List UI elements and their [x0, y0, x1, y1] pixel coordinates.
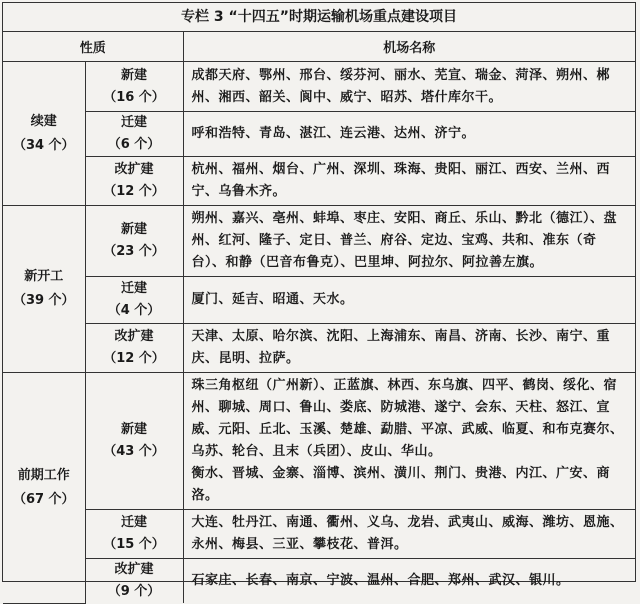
table-row: [3, 112, 635, 157]
subtype-count: （12 个）: [103, 351, 165, 366]
airport-list: 石家庄、长春、南京、宁波、温州、合肥、郑州、武汉、银川。: [183, 559, 635, 604]
category-label: 续建: [30, 113, 57, 129]
subtype-cell: [85, 206, 183, 277]
header-row: [3, 32, 635, 62]
airport-list: 杭州、福州、烟台、广州、深圳、珠海、贵阳、丽江、西安、兰州、西宁、乌鲁木齐。: [183, 157, 635, 206]
subtype-label: 新建: [121, 222, 148, 237]
category-count: （34 个）: [12, 137, 75, 153]
airport-list: [183, 373, 635, 510]
subtype-count: （12 个）: [103, 184, 165, 199]
subtype-cell: [85, 157, 183, 206]
subtype-cell: [85, 324, 183, 373]
table-row: [3, 206, 635, 277]
subtype-count: （4 个）: [107, 303, 161, 318]
header-nature: 性质: [3, 32, 183, 62]
table-row: [3, 277, 635, 324]
subtype-count: （15 个）: [103, 537, 165, 552]
header-airports: 机场名称: [183, 32, 635, 62]
airport-list: 大连、牡丹江、南通、衢州、义乌、龙岩、武夷山、威海、潍坊、恩施、永州、梅县、三亚、攀枝花、普洱。: [183, 510, 635, 559]
category-continued: [3, 62, 85, 206]
airport-list: 呼和浩特、青岛、湛江、连云港、达州、济宁。: [183, 112, 635, 157]
table-row: [3, 62, 635, 112]
subtype-count: （23 个）: [103, 244, 165, 259]
subtype-count: （16 个）: [103, 89, 165, 105]
subtype-cell: [85, 559, 183, 604]
table-row: [3, 157, 635, 206]
category-count: （67 个）: [12, 491, 75, 507]
airport-projects-table: [3, 32, 635, 604]
subtype-cell: [85, 277, 183, 324]
subtype-label: 迁建: [121, 515, 148, 530]
airport-list: 朔州、嘉兴、亳州、蚌埠、枣庄、安阳、商丘、乐山、黔北（德江）、盘州、红河、隆子、定日、普兰、府谷、定边、宝鸡、共和、准东（奇台）、和静（巴音布鲁克）、巴里坤、阿拉尔、阿拉善左旗。: [183, 206, 635, 277]
subtype-label: 新建: [121, 422, 148, 437]
subtype-cell: [85, 510, 183, 559]
subtype-label: 改扩建: [114, 329, 154, 344]
subtype-count: （43 个）: [103, 444, 165, 459]
airport-list-extra: 衡水、晋城、金寨、淄博、滨州、潢川、荆门、贵港、内江、广安、商洛。: [191, 466, 611, 503]
table-title: 专栏 3 “十四五”时期运输机场重点建设项目: [3, 3, 635, 32]
airport-list: 成都天府、鄂州、邢台、绥芬河、丽水、芜宣、瑞金、菏泽、朔州、郴州、湘西、韶关、阆中、威宁、昭苏、塔什库尔干。: [183, 62, 635, 112]
table-row: [3, 510, 635, 559]
subtype-cell: [85, 112, 183, 157]
subtype-label: 迁建: [121, 281, 148, 296]
category-count: （39 个）: [12, 293, 75, 308]
subtype-count: （9 个）: [107, 584, 161, 599]
category-new-start: [3, 206, 85, 373]
subtype-label: 改扩建: [114, 162, 154, 177]
table-row: [3, 559, 635, 604]
category-label: 前期工作: [17, 467, 70, 483]
airport-list: 厦门、延吉、昭通、天水。: [183, 277, 635, 324]
airport-list: 天津、太原、哈尔滨、沈阳、上海浦东、南昌、济南、长沙、南宁、重庆、昆明、拉萨。: [183, 324, 635, 373]
table-row: [3, 373, 635, 510]
subtype-cell: [85, 62, 183, 112]
category-label: 新开工: [24, 269, 64, 284]
subtype-label: 新建: [121, 67, 148, 83]
table-row: [3, 324, 635, 373]
subtype-label: 迁建: [121, 115, 148, 130]
subtype-count: （6 个）: [107, 137, 161, 152]
project-table-frame: [2, 2, 636, 599]
subtype-cell: [85, 373, 183, 510]
subtype-label: 改扩建: [114, 562, 154, 577]
category-preliminary: [3, 373, 85, 604]
airport-list-main: 珠三角枢纽（广州新）、正蓝旗、林西、东乌旗、四平、鹤岗、绥化、宿州、聊城、周口、鲁山、娄底、防城港、遂宁、会东、天柱、怒江、宣威、元阳、丘北、玉溪、楚雄、勐腊、平凉、武威、临夏、和布克赛尔、乌苏、轮台、且末（兵团）、皮山、华山。: [191, 378, 624, 459]
